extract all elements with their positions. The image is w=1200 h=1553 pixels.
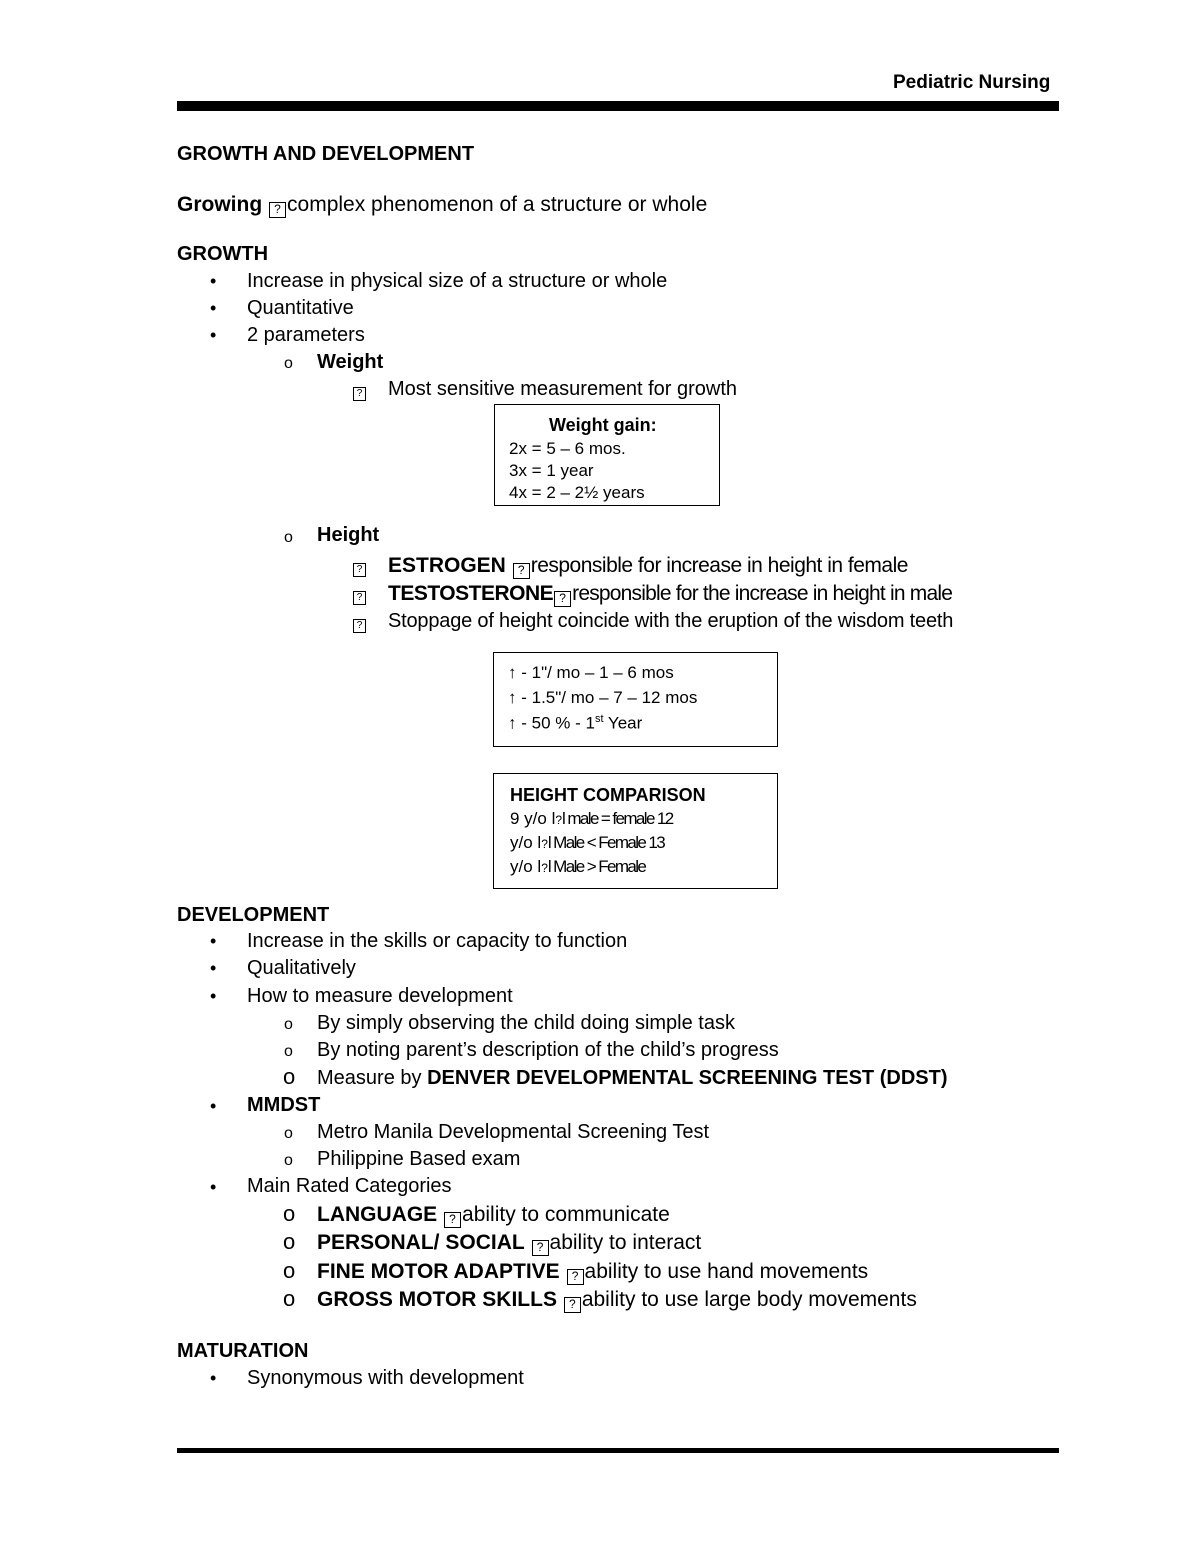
sub-bullet-icon: o [284,1043,293,1060]
growing-term: Growing [177,193,263,216]
footer-rule [177,1448,1059,1453]
box-glyph-icon: ? [567,1269,584,1285]
estrogen-text: responsible for increase in height in female [530,554,908,577]
weight-gain-line: 4x = 2 – 2½ years [509,483,645,502]
sub-bullet-icon: o [284,1125,293,1142]
bullet-icon: • [210,986,217,1006]
list-item: Qualitatively [247,957,356,979]
bullet-icon: • [210,1096,217,1116]
category-item: PERSONAL/ SOCIAL ? ability to interact [317,1231,702,1254]
running-header: Pediatric Nursing [893,72,1051,93]
sub-bullet-icon: o [284,1016,293,1033]
box-glyph-icon: ? [352,381,367,401]
box-glyph-icon: ? [352,613,367,633]
estrogen-line [388,554,908,579]
height-comparison-line: y/o l?l Male < Female 13 [510,833,665,852]
weight-gain-title: Weight gain: [549,415,657,435]
box-glyph-icon: ? [541,837,548,851]
sub-bullet-icon: o [283,1286,296,1311]
testosterone-term: TESTOSTERONE [388,582,554,605]
box-glyph-icon: ? [444,1212,461,1228]
box-glyph-icon: ? [554,591,571,607]
sub-bullet-icon: o [284,355,293,372]
bullet-icon: • [210,958,217,978]
weight-point: Most sensitive measurement for growth [388,378,738,400]
header-rule [177,101,1059,111]
estrogen-term: ESTROGEN [388,554,506,577]
weight-gain-line: 3x = 1 year [509,461,594,480]
ddst-line: Measure by DENVER DEVELOPMENTAL SCREENING TEST (DDST) [317,1067,948,1089]
height-comparison-box [493,773,778,889]
box-glyph-icon: ? [513,563,530,579]
height-increase-box [493,652,778,747]
list-item: By simply observing the child doing simple task [317,1012,735,1034]
list-item: 2 parameters [247,324,365,346]
list-item: By noting parent’s description of the child’s progress [317,1039,779,1061]
box-glyph-icon: ? [352,585,367,605]
box-glyph-icon: ? [541,861,548,875]
growing-text: complex phenomenon of a structure or whole [287,193,708,216]
list-item: Metro Manila Developmental Screening Test [317,1121,710,1143]
category-item: LANGUAGE ? ability to communicate [317,1203,670,1226]
development-heading: DEVELOPMENT [177,904,330,926]
maturation-heading: MATURATION [177,1340,309,1362]
growth-heading: GROWTH [177,243,269,265]
testosterone-line [388,582,952,607]
category-item: GROSS MOTOR SKILLS ? ability to use large body movements [317,1288,917,1311]
weight-gain-line: 2x = 5 – 6 mos. [509,439,626,458]
arrow-up-icon: ↑ [508,688,517,707]
weight-label: Weight [317,351,384,373]
list-item: Increase in the skills or capacity to function [247,930,628,952]
bullet-icon: • [210,931,217,951]
list-item: Increase in physical size of a structure or whole [247,270,668,292]
arrow-up-icon: ↑ [508,663,517,682]
list-item: Synonymous with development [247,1367,524,1389]
box-glyph-icon: ? [532,1240,549,1256]
weight-gain-box [494,404,720,506]
bullet-icon: • [210,325,217,345]
page-title: GROWTH AND DEVELOPMENT [177,143,475,165]
sub-bullet-icon: o [284,1152,293,1169]
height-comparison-title: HEIGHT COMPARISON [510,785,706,805]
height-increase-line: ↑ - 50 % - 1st Year [508,713,643,733]
list-item: Main Rated Categories [247,1175,452,1197]
category-item: FINE MOTOR ADAPTIVE ? ability to use hand movements [317,1260,869,1283]
box-glyph-icon: ? [564,1297,581,1313]
height-comparison-line: 9 y/o l?l male = female 12 [510,809,673,828]
height-comparison-line: y/o l?l Male > Female [510,857,646,876]
testosterone-text: responsible for the increase in height in male [572,582,953,605]
sub-bullet-icon: o [283,1201,296,1226]
growing-definition [177,193,707,218]
sub-bullet-icon: o [283,1258,296,1283]
list-item: How to measure development [247,985,513,1007]
arrow-up-icon: ↑ [508,713,517,733]
bullet-icon: • [210,1177,217,1197]
height-increase-line: ↑ - 1"/ mo – 1 – 6 mos [508,663,674,682]
list-item: Quantitative [247,297,354,319]
sub-bullet-icon: o [283,1229,296,1254]
height-increase-line: ↑ - 1.5"/ mo – 7 – 12 mos [508,688,698,707]
bullet-icon: • [210,298,217,318]
stoppage-line: Stoppage of height coincide with the eruption of the wisdom teeth [388,610,954,632]
box-glyph-icon: ? [555,813,563,827]
list-item: Philippine Based exam [317,1148,521,1170]
bullet-icon: • [210,1368,217,1388]
mmdst-label: MMDST [247,1094,321,1116]
sub-bullet-icon: o [283,1064,296,1089]
bullet-icon: • [210,271,217,291]
sub-bullet-icon: o [284,529,293,546]
box-glyph-icon: ? [269,202,286,218]
box-glyph-icon: ? [352,557,367,577]
height-label: Height [317,524,380,546]
